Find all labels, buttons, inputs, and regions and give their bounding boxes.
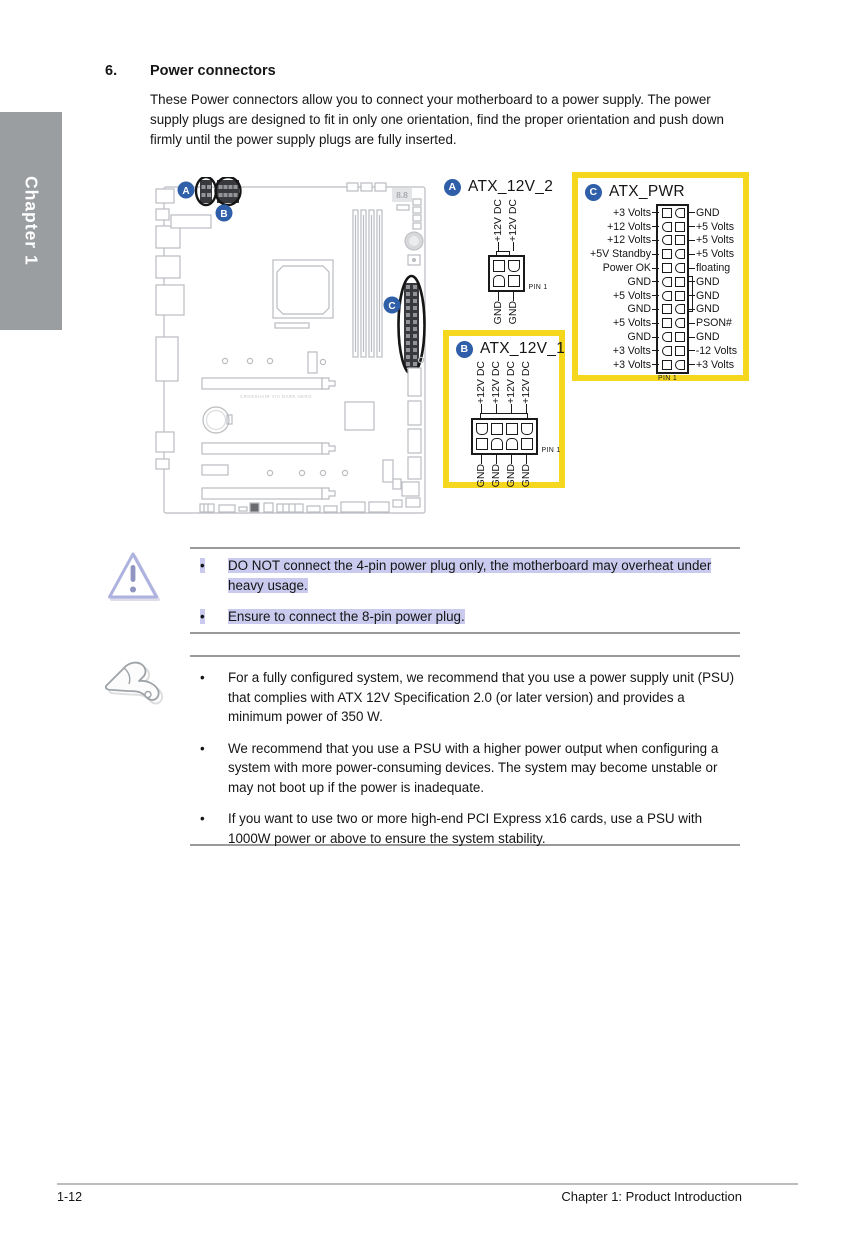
pin-row (476, 423, 533, 435)
bullet-item (200, 668, 740, 727)
pin-label-right: GND (696, 331, 720, 344)
leader-line (652, 323, 659, 324)
bullet-marker: • (200, 670, 205, 685)
pin-label-column (491, 199, 506, 251)
pin (476, 423, 488, 435)
pin-label: GND (491, 300, 504, 325)
bullet-marker: • (200, 740, 205, 756)
leader-line (652, 226, 659, 227)
leader-line (688, 240, 695, 241)
pin1-label: PIN 1 (658, 374, 678, 382)
section-body-text: These Power connectors allow you to connect your motherboard to a power supply. The power supply plugs are designed to fit in only one orientation, find the proper orientation and push down firmly until the power supply plugs are fully inserted. (150, 92, 724, 147)
leader-line (498, 292, 500, 301)
pin-label-right: +5 Volts (696, 234, 734, 247)
pin (662, 235, 672, 245)
leader-line (513, 292, 515, 301)
pin (662, 249, 672, 259)
atx-pwr-row (585, 261, 737, 275)
pin-pair (659, 235, 688, 245)
pin-label-right: GND (696, 303, 720, 316)
leader-line (688, 254, 695, 255)
pin-pair (659, 346, 688, 356)
board-badge-a: A (182, 185, 190, 197)
bullet-item (200, 556, 740, 595)
leader-line (652, 212, 659, 213)
pin-pair (659, 208, 688, 218)
legend-b-title (449, 340, 566, 358)
pin-label-right: -12 Volts (695, 344, 737, 357)
pin-label-column (474, 361, 489, 413)
legend-a-title (444, 178, 568, 196)
pin-label: +12V DC (489, 361, 502, 404)
bullet-text (228, 668, 740, 727)
pin-label-column (519, 455, 534, 487)
leader-line (496, 404, 498, 413)
atx-pwr-row (585, 289, 737, 303)
pin-pair (659, 263, 688, 273)
leader-line (688, 337, 695, 338)
bullet-item (200, 739, 740, 798)
a-connector-box (488, 255, 525, 292)
pin-label-right: GND (696, 206, 720, 219)
pin-pair (659, 332, 688, 342)
pin-label-column (489, 361, 504, 413)
pin (491, 438, 503, 450)
leader-line (652, 268, 659, 269)
pin-label: +12V DC (491, 199, 504, 242)
a-connector-drawing (488, 251, 548, 292)
pin-label-left: +5 Volts (613, 317, 651, 330)
caution-block (190, 547, 740, 634)
pin (491, 423, 503, 435)
pin-label-column (474, 455, 489, 487)
pin-label-column (491, 292, 506, 324)
legend-atx-12v-2 (444, 178, 568, 324)
m2-slot (308, 352, 317, 373)
pin-label: +12V DC (474, 361, 487, 404)
bullet-text (228, 739, 740, 798)
pin (508, 275, 520, 287)
bullet-text-inline: DO NOT connect the 4-pin power plug only, the motherboard may overheat under heavy usage. (228, 558, 712, 593)
pin-row (493, 260, 520, 272)
pin-label-right: GND (696, 289, 720, 302)
pin-label: GND (519, 463, 532, 488)
atx-pwr-row (585, 330, 737, 344)
leader-line (652, 350, 659, 351)
bullet-marker: • (200, 811, 205, 826)
pin (662, 222, 672, 232)
chapter-sidebar-label: Chapter 1 (21, 176, 42, 266)
badge-b: B (456, 341, 473, 358)
leader-line (513, 242, 515, 251)
b-connector-drawing (471, 413, 561, 455)
pin1-label: PIN 1 (528, 283, 548, 291)
section-heading (105, 63, 276, 79)
pin (675, 222, 685, 232)
debug-display-digits: 8.8 (396, 190, 408, 200)
pin-pair (659, 222, 688, 232)
atx-pwr-rows (585, 206, 737, 372)
pin (675, 304, 685, 314)
leader-line (526, 404, 528, 413)
pin (506, 423, 518, 435)
pin-label-column (504, 361, 519, 413)
atx-pwr-row (585, 358, 737, 372)
note-hand-icon (103, 661, 165, 707)
page-title: Power connectors (150, 63, 276, 79)
bullet-text-inline: If you want to use two or more high-end PCI Express x16 cards, use a PSU with 1000W power or above to ensure the system stability. (228, 811, 703, 846)
leader-line (688, 268, 695, 269)
badge-c: C (585, 184, 602, 201)
pin-pair (659, 277, 688, 287)
pin-label: GND (506, 300, 519, 325)
chapter-sidebar-tab (0, 112, 62, 330)
b-bottom-pin-labels (449, 455, 559, 487)
pin-label: GND (504, 463, 517, 488)
pin (662, 208, 672, 218)
atx-pwr-row (585, 316, 737, 330)
pin (675, 346, 685, 356)
caution-bullet-list (200, 556, 740, 627)
leader-line (481, 455, 483, 464)
leader-line (652, 295, 659, 296)
bullet-marker: • (200, 558, 205, 573)
board-badge-b: B (220, 208, 228, 220)
connector-b-name: ATX_12V_1 (480, 340, 566, 357)
pin-pair (659, 360, 688, 370)
bullet-text (228, 607, 740, 627)
board-badge-c: C (388, 300, 396, 312)
legend-atx-12v-1 (443, 330, 565, 488)
leader-line (688, 323, 695, 324)
pin (662, 291, 672, 301)
pin-label: +12V DC (519, 361, 532, 404)
pin-label-right: floating (696, 262, 731, 275)
pin (662, 346, 672, 356)
pin-label-left: +12 Volts (607, 220, 651, 233)
bullet-marker-cell (200, 809, 228, 848)
pin-label-left: GND (627, 303, 651, 316)
leader-line (511, 455, 513, 464)
bullet-text-inline: Ensure to connect the 8-pin power plug. (228, 609, 465, 624)
pin (662, 304, 672, 314)
pin (675, 263, 685, 273)
atx-pwr-row (585, 344, 737, 358)
leader-line (496, 455, 498, 464)
motherboard-diagram (155, 177, 427, 521)
bullet-marker-cell (200, 607, 228, 627)
pin-label-right: +5 Volts (696, 248, 734, 261)
pin (476, 438, 488, 450)
connector-c-name: ATX_PWR (609, 183, 685, 200)
leader-line (688, 350, 695, 351)
pin-pair (659, 249, 688, 259)
pin (506, 438, 518, 450)
warning-triangle-icon (106, 551, 160, 601)
pin-label-column (519, 361, 534, 413)
pin-label: +12V DC (504, 361, 517, 404)
leader-line (652, 309, 659, 310)
pin (675, 360, 685, 370)
footer-page-number: 1-12 (57, 1190, 83, 1204)
pin-label: GND (489, 463, 502, 488)
footer-divider (57, 1183, 798, 1185)
leader-line (652, 281, 659, 282)
bullet-marker: • (200, 609, 205, 624)
a-latch-tab (496, 251, 510, 256)
pin (675, 249, 685, 259)
atx-pwr-row (585, 303, 737, 317)
pin-label-left: +3 Volts (612, 344, 651, 357)
pin-label-left: +3 Volts (613, 358, 651, 371)
pin-pair (659, 304, 688, 314)
legend-atx-pwr (572, 172, 749, 381)
footer-chapter-title: Chapter 1: Product Introduction (561, 1189, 742, 1204)
atx-pwr-row (585, 220, 737, 234)
pin (521, 438, 533, 450)
a-bottom-pin-labels (444, 292, 568, 324)
leader-line (652, 240, 659, 241)
atx-pwr-pin-table (585, 206, 737, 382)
leader-line (498, 242, 500, 251)
pin-label: +12V DC (506, 199, 519, 242)
badge-a: A (444, 179, 461, 196)
pin-pair (659, 291, 688, 301)
pin (493, 260, 505, 272)
leader-line (511, 404, 513, 413)
bullet-marker-cell (200, 556, 228, 595)
pin (508, 260, 520, 272)
pin-row (476, 438, 533, 450)
board-connector-b (216, 177, 241, 205)
pin (675, 277, 685, 287)
a-top-pin-labels (444, 199, 568, 251)
atx-pwr-row (585, 234, 737, 248)
pin-label-right: +5 Volts (696, 220, 734, 233)
connector-a-name: ATX_12V_2 (468, 178, 554, 195)
b-connector-box (471, 418, 538, 455)
pin-row (493, 275, 520, 287)
bullet-item (200, 607, 740, 627)
bullet-text-inline: We recommend that you use a PSU with a higher power output when configuring a system with more power-consuming devices. The system may become unstable or may not boot up if the power is inadequate. (228, 740, 719, 795)
bullet-text (228, 556, 740, 595)
pin (662, 263, 672, 273)
board-model-text: CROSSHAIR VIII DARK HERO (240, 394, 312, 399)
leader-line (688, 364, 695, 365)
notes-bullet-list (200, 668, 740, 848)
atx-pwr-latch (688, 276, 693, 312)
leader-line (481, 404, 483, 413)
atx-pwr-row (585, 247, 737, 261)
pin (521, 423, 533, 435)
pin-label: GND (474, 463, 487, 488)
bullet-text (228, 809, 740, 848)
leader-line (526, 455, 528, 464)
pin (675, 332, 685, 342)
atx-pwr-row (585, 206, 737, 220)
leader-line (652, 337, 659, 338)
pin (662, 277, 672, 287)
atx-pwr-row (585, 275, 737, 289)
pin-label-column (489, 455, 504, 487)
leader-line (652, 364, 659, 365)
pin-label-right: GND (696, 275, 720, 288)
notes-block (190, 655, 740, 846)
pin-label-left: +12 Volts (607, 234, 651, 247)
pin-label-left: +5 Volts (613, 289, 651, 302)
pin-label-left: GND (627, 331, 651, 344)
b-top-pin-labels (449, 361, 559, 413)
leader-line (688, 212, 695, 213)
pin1-label: PIN 1 (541, 446, 561, 454)
section-number: 6. (105, 63, 118, 79)
pin-label-right: +3 Volts (696, 358, 734, 371)
pin (675, 318, 685, 328)
pin-label-right: PSON# (696, 317, 732, 330)
pin-label-column (504, 455, 519, 487)
pin-label-left: Power OK (602, 262, 651, 275)
pin-label-left: GND (627, 275, 651, 288)
leader-line (688, 226, 695, 227)
legend-c-title (585, 183, 737, 201)
pin (662, 360, 672, 370)
pin (493, 275, 505, 287)
pin (662, 318, 672, 328)
pin (675, 208, 685, 218)
bullet-marker-cell (200, 668, 228, 727)
pin (662, 332, 672, 342)
bullet-marker-cell (200, 739, 228, 798)
bullet-item (200, 809, 740, 848)
pin-label-column (506, 199, 521, 251)
leader-line (652, 254, 659, 255)
pin (675, 291, 685, 301)
pin (675, 235, 685, 245)
bullet-text-inline: For a fully configured system, we recommend that you use a power supply unit (PSU) that complies with ATX 12V Specification 2.0 (or later version) and provides a minimum power of 350 W. (228, 670, 735, 724)
pin-label-left: +3 Volts (613, 206, 651, 219)
pin-label-column (506, 292, 521, 324)
pin-label-left: +5V Standby (590, 248, 651, 261)
pin-pair (659, 318, 688, 328)
m2-slot (383, 460, 393, 482)
